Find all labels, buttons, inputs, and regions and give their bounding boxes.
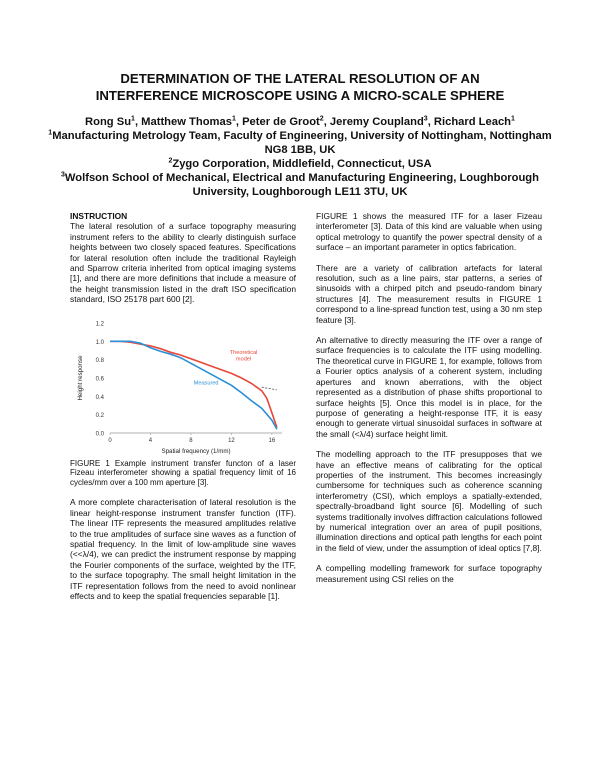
section-heading: INSTRUCTION <box>70 211 128 221</box>
y-axis-title: Height response <box>77 355 84 401</box>
x-axis-title: Spatial frequency (1/mm) <box>161 447 231 455</box>
author-name: Matthew Thomas <box>141 116 232 128</box>
author-name: Jeremy Coupland <box>329 116 424 128</box>
author-name: Rong Su <box>85 116 132 128</box>
affiliation-3: $^3$Wolfson School of Mechanical, Electrical and Manufacturing Engineering, Loughborough University, Loughborough LE11 3TU, UK <box>61 171 539 198</box>
paper-title <box>40 70 560 104</box>
x-tick-label: 4 <box>148 437 153 444</box>
affiliation-2: $^2$Zygo Corporation, Middlefield, Connecticut, USA <box>168 157 432 170</box>
y-tick-label: 0.4 <box>95 394 104 401</box>
figure-1 <box>70 315 296 455</box>
y-tick-label: 0.2 <box>95 412 104 419</box>
y-tick-label: 1.0 <box>95 339 104 346</box>
left-column <box>70 211 296 612</box>
y-tick-label: 0.6 <box>95 376 104 383</box>
y-tick-label: 0.0 <box>95 431 104 438</box>
affiliation-1: $^1$Manufacturing Metrology Team, Faculty of Engineering, University of Nottingham, Nottingham NG8 1BB, UK <box>48 129 552 156</box>
x-tick-label: 12 <box>228 437 235 444</box>
paragraph: An alternative to directly measuring the ITF over a range of surface frequencies is to calculate the ITF using modelling. The theoretical curve in FIGURE 1, for example, follows from a Fourier optics analysis of a coherent system, including apertures and known aberrations, with the object represented as a distribution of phase shifts proportional to surface heights [5]. Once this model is in place, for the purpose of generating a height-response ITF, it is easy enough to generate virtual sinusoidal surfaces in software at the small (<λ/4) surface height limit. <box>316 335 542 439</box>
series-line-extension <box>262 387 277 390</box>
title-line-2: INTERFERENCE MICROSCOPE USING A MICRO-SCALE SPHERE <box>95 88 505 103</box>
annotation-measured: Measured <box>193 380 219 387</box>
annotation-theoretical: Theoretical model <box>229 349 258 363</box>
author-list: Rong Su$^1$, Matthew Thomas$^1$, Peter de Groot$^2$, Jeremy Coupland$^3$, Richard Leach$^1$ <box>85 115 515 128</box>
title-line-1: DETERMINATION OF THE LATERAL RESOLUTION OF AN <box>120 71 480 86</box>
itf-chart <box>70 315 296 455</box>
x-tick-label: 0 <box>108 437 112 444</box>
paragraph: The lateral resolution of a surface topography measuring instrument refers to the ability to clearly distinguish surface heights between two closely spaced features. Specifications for lateral resolution often include the traditional Rayleigh and Sparrow criteria inherited from optical imaging systems [1], and there are more definitions that include a measure of the height transmission listed in the draft ISO specification standard, ISO 25178 part 600 [2]. <box>70 221 296 305</box>
x-tick-label: 16 <box>268 437 276 444</box>
right-column <box>316 211 542 594</box>
figure-caption: FIGURE 1 Example instrument transfer functon of a laser Fizeau interferometer showing a spatial frequency limit of 16 cycles/mm over a 100 mm aperture [3]. <box>70 458 296 487</box>
paragraph: The modelling approach to the ITF presupposes that we have an effective means of calibrating for the optical properties of the instrument. This becomes increasingly cumbersome for techniques such as coherence scanning interferometry (CSI), which employs a spatially-extended, spectrally-broadband light source [6]. Modelling of such systems traditionally involves diffraction calculations followed by numerical integration over an area of pupil positions, illumination directions and optical path lengths for each point in the field of view, under the assumption of ideal optics [7,8]. <box>316 449 542 553</box>
paragraph: A more complete characterisation of lateral resolution is the linear height-response instrument transfer function (ITF). The linear ITF represents the measured amplitudes relative to the true amplitudes of surface sine waves as a function of spatial frequency. In the limit of low-amplitude sine waves (<<λ/4), we can predict the instrument response by mapping the Fourier components of the surface, weighted by the ITF, to the surface topography. The small height limitation in the ITF representation follows from the need to avoid nonlinear effects and to keep the spatial frequencies separable [1]. <box>70 497 296 602</box>
author-name: Peter de Groot <box>242 116 320 128</box>
paragraph: There are a variety of calibration artefacts for lateral resolution, such as a line pairs, star patterns, a series of sinusoids with a chirped pitch and pseudo-random binary structures [4]. The measurement results in FIGURE 1 correspond to a line-spread function test, using a 30 nm step feature [3]. <box>316 262 542 325</box>
y-tick-label: 0.8 <box>95 357 104 364</box>
paragraph: FIGURE 1 shows the measured ITF for a laser Fizeau interferometer [3]. Data of this kind are valuable when using optical metrology to quantify the power spectral density of a surface – an important parameter in optics fabrication. <box>316 211 542 253</box>
author-block <box>40 115 560 199</box>
x-tick-label: 8 <box>189 437 193 444</box>
paragraph: A compelling modelling framework for surface topography measurement using CSI relies on the <box>316 563 542 584</box>
author-name: Richard Leach <box>433 116 512 128</box>
y-tick-label: 1.2 <box>95 321 104 328</box>
